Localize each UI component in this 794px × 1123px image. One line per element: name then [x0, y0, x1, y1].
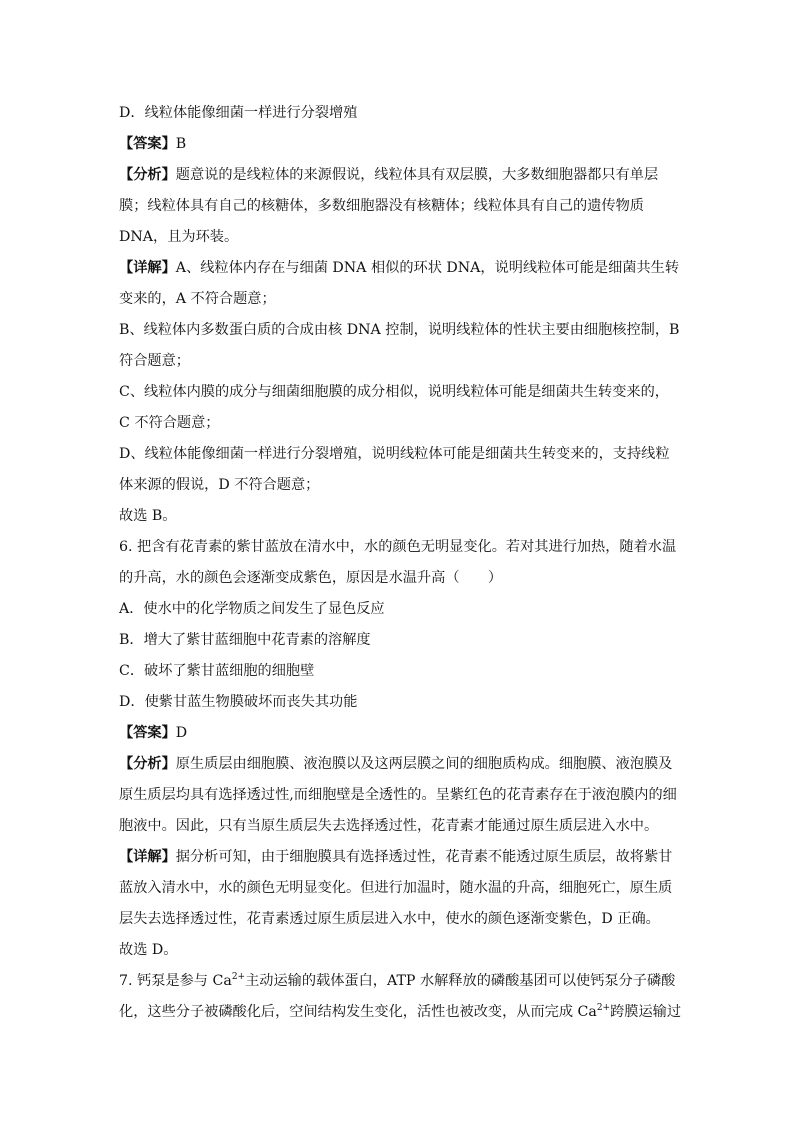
q6-detail-line-1	[119, 847, 679, 867]
q5-detail-line-8: 体来源的假说，D 不符合题意；	[119, 477, 320, 493]
q5-detail-line-9: 故选 B。	[119, 508, 177, 524]
q6-analysis-line-3: 胞液中。因此，只有当原生质层失去选择透过性，花青素才能通过原生质层进入水中。	[119, 818, 659, 834]
answer-tag: 【答案】	[119, 136, 176, 152]
q6-analysis-line-2: 原生质层均具有选择透过性,而细胞壁是全透性的。呈紫红色的花青素存在于液泡膜内的细	[119, 787, 677, 803]
analysis-text: 题意说的是线粒体的来源假说，线粒体具有双层膜，大多数细胞器都只有单层	[175, 167, 659, 183]
q5-detail-line-5: C、线粒体内膜的成分与细菌细胞膜的成分相似，说明线粒体可能是细菌共生转变来的，	[119, 384, 669, 400]
q6-analysis-line-1	[119, 754, 679, 774]
q7-superscript: 2+	[596, 1003, 611, 1013]
q7-text: 跨膜运输过	[610, 1004, 682, 1020]
q5-detail-line-4: 符合题意；	[119, 353, 190, 369]
q5-detail-line-3: B、线粒体内多数蛋白质的合成由核 DNA 控制，说明线粒体的性状主要由细胞核控制，B	[119, 322, 680, 338]
q7-text: 7. 钙泵是参与 Ca	[119, 973, 232, 989]
q7-text: 主动运输的载体蛋白，ATP 水解释放的磷酸基团可以使钙泵分子磷酸	[245, 973, 676, 989]
detail-tag: 【详解】	[119, 260, 176, 276]
q6-stem-line-2: 的升高，水的颜色会逐渐变成紫色，原因是水温升高（ ）	[119, 570, 503, 586]
q6-detail-line-4: 故选 D。	[119, 942, 178, 958]
q6-detail-line-2: 蓝放入清水中，水的颜色无明显变化。但进行加温时，随水温的升高，细胞死亡，原生质	[119, 880, 673, 896]
detail-text: 据分析可知，由于细胞膜具有选择透过性，花青素不能透过原生质层，故将紫甘	[175, 849, 673, 865]
detail-text: A、线粒体内存在与细菌 DNA 相似的环状 DNA，说明线粒体可能是细菌共生转	[175, 260, 680, 276]
q6-option-c: C．破坏了紫甘蓝细胞的细胞壁	[119, 663, 315, 679]
q5-analysis-line-2: 膜；线粒体具有自己的核糖体，多数细胞器没有核糖体；线粒体具有自己的遗传物质	[119, 198, 644, 214]
q5-answer	[119, 134, 679, 154]
q7-stem-line-2	[119, 1002, 682, 1022]
answer-value: B	[175, 136, 187, 152]
q5-option-d: D．线粒体能像细菌一样进行分裂增殖	[119, 105, 358, 121]
q6-answer	[119, 723, 679, 743]
q6-detail-line-3: 层失去选择透过性，花青素透过原生质层进入水中，使水的颜色逐渐变紫色，D 正确。	[119, 911, 660, 927]
q6-option-d: D．使紫甘蓝生物膜破坏而丧失其功能	[119, 694, 358, 710]
detail-tag: 【详解】	[119, 849, 176, 865]
analysis-tag: 【分析】	[119, 167, 176, 183]
analysis-tag: 【分析】	[119, 756, 176, 772]
answer-tag: 【答案】	[119, 725, 176, 741]
q7-stem-line-1	[119, 971, 679, 991]
q5-detail-line-6: C 不符合题意；	[119, 415, 220, 431]
analysis-text: 原生质层由细胞膜、液泡膜以及这两层膜之间的细胞质构成。细胞膜、液泡膜及	[175, 756, 673, 772]
q5-detail-line-1	[119, 258, 679, 278]
q6-stem-line-1: 6. 把含有花青素的紫甘蓝放在清水中，水的颜色无明显变化。若对其进行加热，随着水温	[119, 539, 677, 555]
q7-text: 化，这些分子被磷酸化后，空间结构发生变化，活性也被改变，从而完成 Ca	[119, 1004, 597, 1020]
q6-option-b: B．增大了紫甘蓝细胞中花青素的溶解度	[119, 632, 371, 648]
q5-detail-line-2: 变来的，A 不符合题意；	[119, 291, 276, 307]
q6-option-a: A．使水中的化学物质之间发生了显色反应	[119, 601, 385, 617]
q5-analysis-line-3: DNA，且为环装。	[119, 229, 239, 245]
q5-analysis-line-1	[119, 165, 679, 185]
answer-value: D	[175, 725, 188, 741]
q7-superscript: 2+	[231, 972, 246, 982]
q5-detail-line-7: D、线粒体能像细菌一样进行分裂增殖，说明线粒体可能是细菌共生转变来的，支持线粒	[119, 446, 670, 462]
